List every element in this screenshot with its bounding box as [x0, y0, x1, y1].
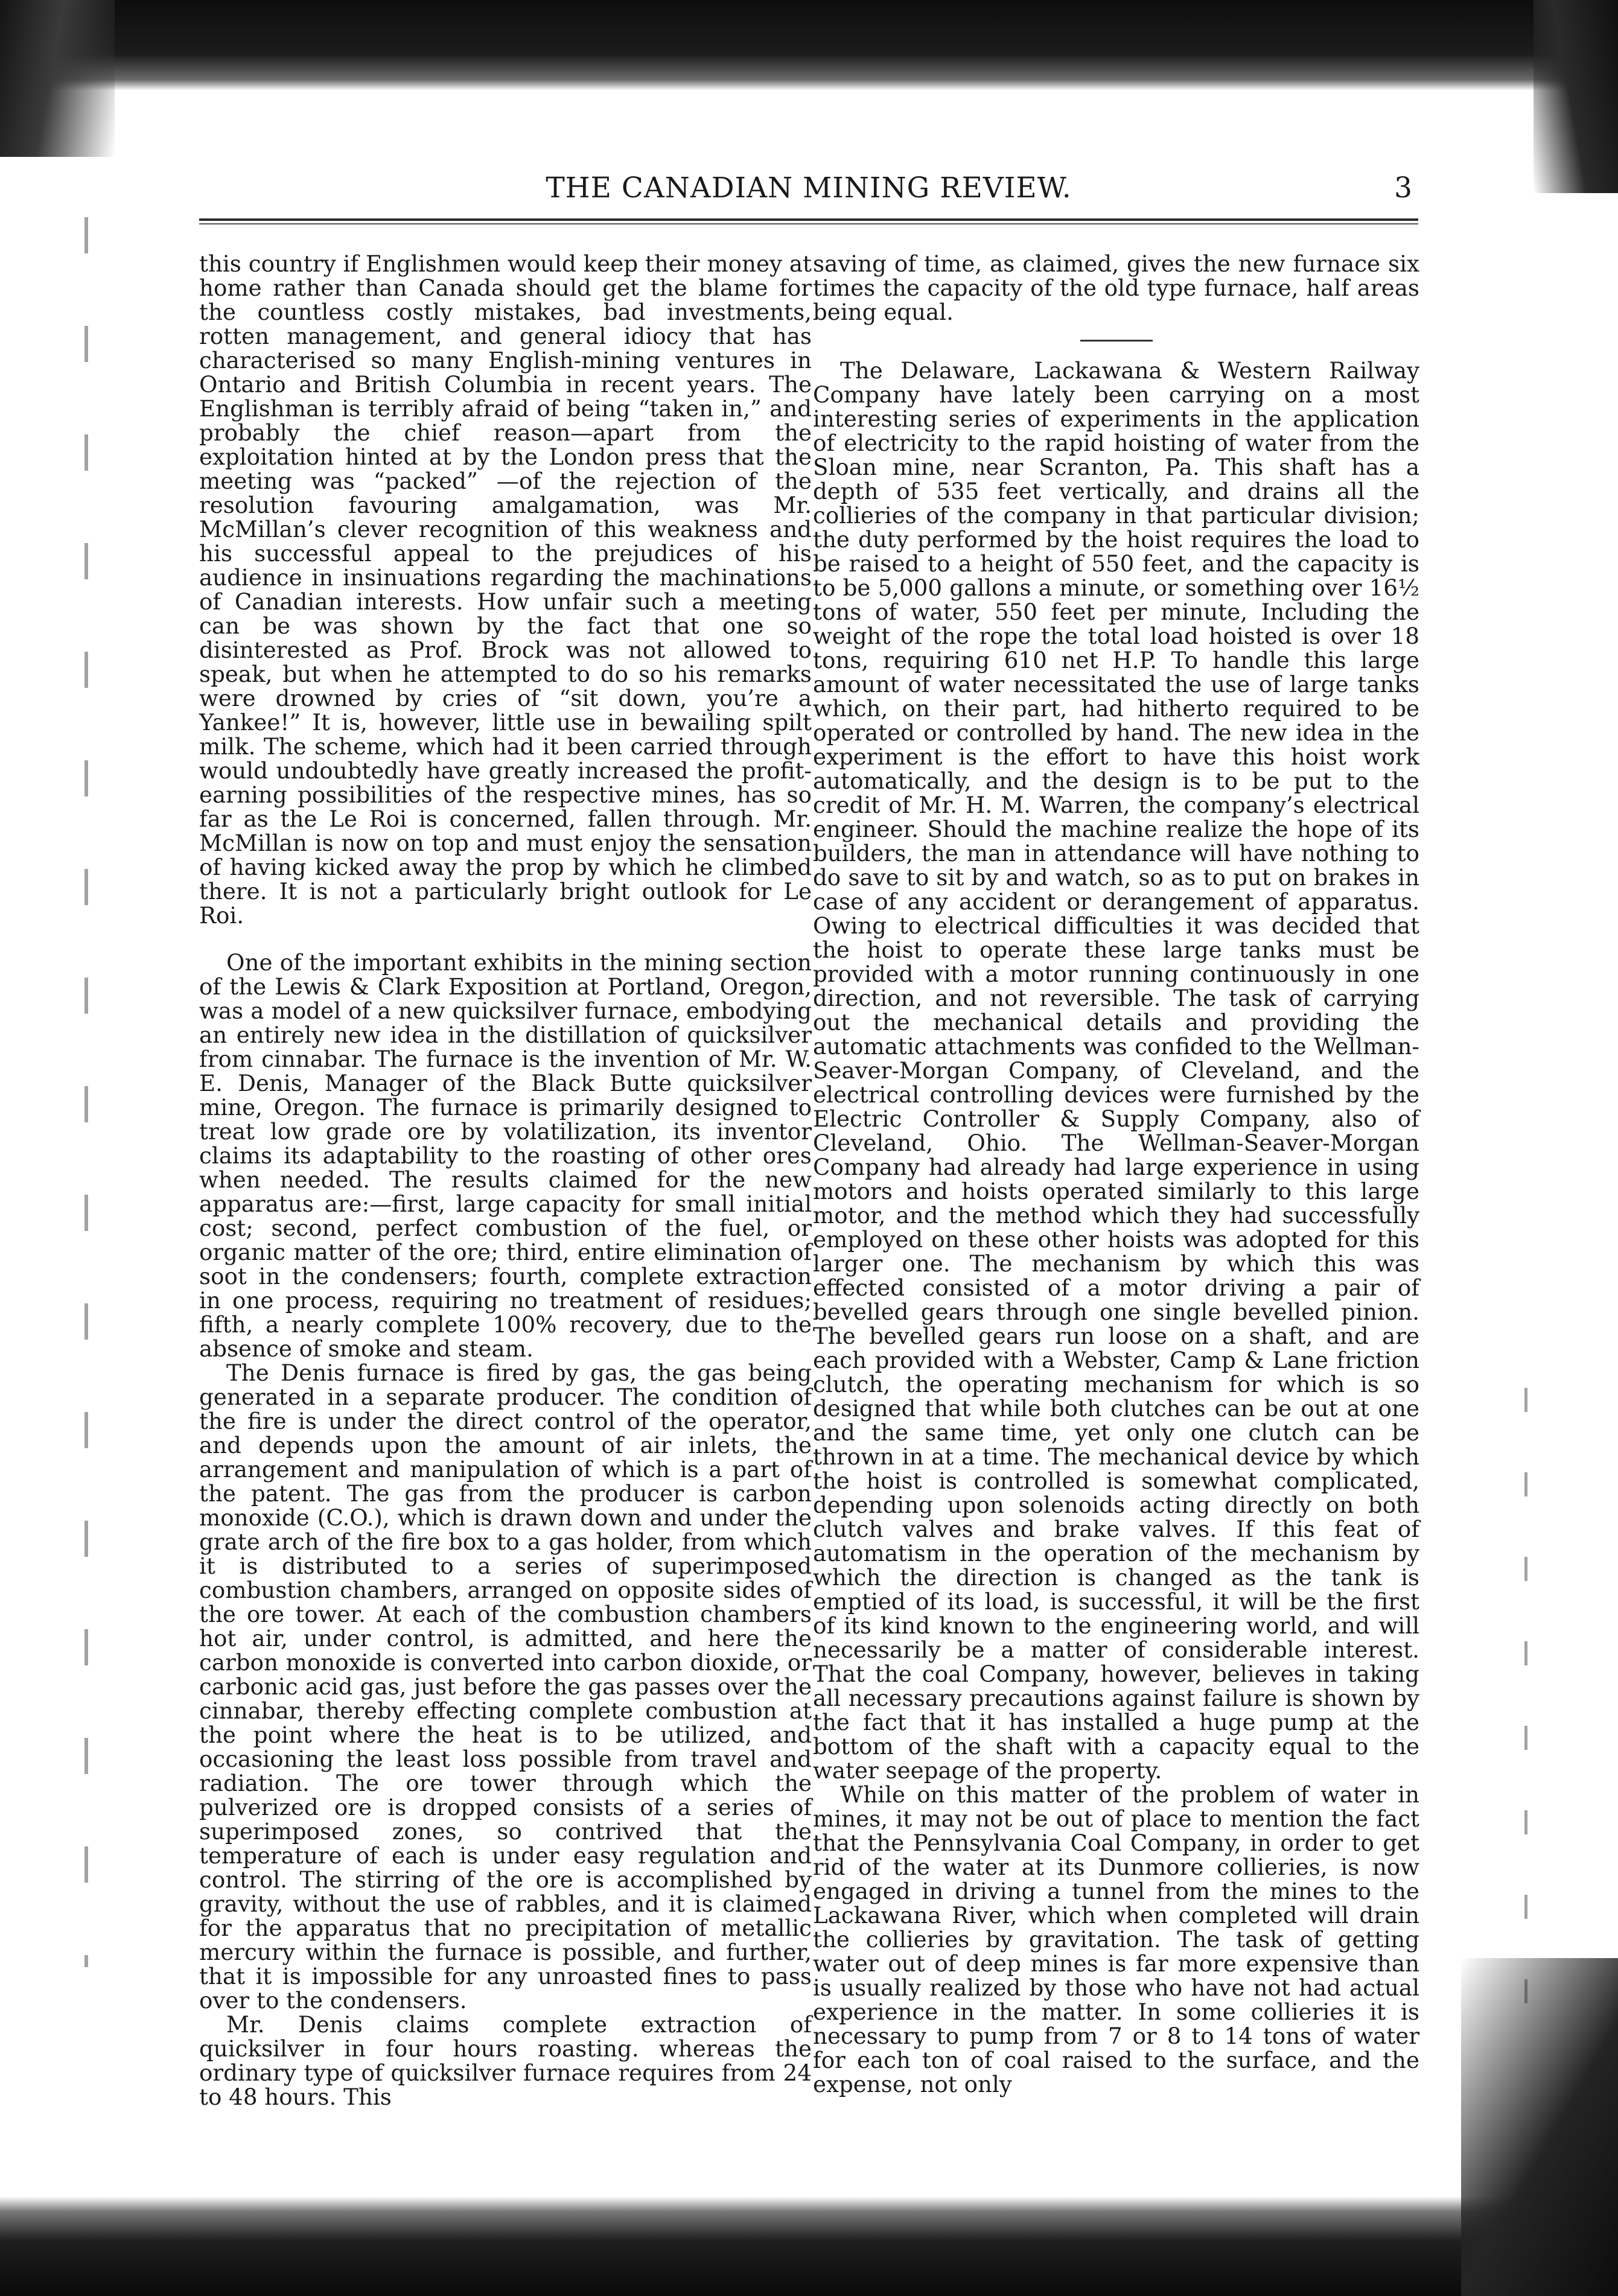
paragraph-water-in-mines: While on this matter of the problem of water in mines, it may not be out of place to mention the fact that the Pennsylvania Coal Company, in order to get rid of the water at its Dunmore collieries, is now engaged in driving a tunnel from the mines to the Lackawana River, which when completed will drain the collieries by gravitation. The task of getting water out of deep mines is far more expensive than is usually realized by those who have not had actual experience in the matter. In some collieries it is necessary to pump from 7 or 8 to 14 tons of water for each ton of coal raised to the surface, and the expense, not only [813, 1781, 1419, 2097]
scan-shadow-bottom-right [1461, 1958, 1618, 2296]
page-number: 3 [1394, 171, 1412, 205]
paragraph-englishmen-le-roi: this country if Englishmen would keep their money at home rather than Canada should get the blame for the countless costly mistakes, bad investments, rotten management, and general idiocy that has characterised so many English-mining ventures in Ontario and British Columbia in recent years. The Englishman is terribly afraid of being “taken in,” and probably the chief reason—apart from the exploitation hinted at by the London press that the meeting was “packed” —of the rejection of the resolution favouring amalgamation, was Mr. McMillan’s clever recognition of this weakness and his successful appeal to the prejudices of his audience in insinuations regarding the machinations of Canadian interests. How unfair such a meeting can be was shown by the fact that one so disinterested as Prof. Brock was not allowed to speak, but when he attempted to do so his remarks were drowned by cries of “sit down, you’re a Yankee!” It is, however, little use in bewailing spilt milk. The scheme, which had it been carried through would undoubtedly have greatly increased the profit-earning possibilities of the respective mines, has so far as the Le Roi is concerned, fallen through. Mr. McMillan is now on top and must enjoy the sensation of having kicked away the prop by which he climbed there. It is not a particularly bright outlook for Le Roi. [199, 250, 812, 929]
scan-shadow-top-left [0, 0, 115, 157]
paragraph-denis-extraction: Mr. Denis claims complete extraction of quicksilver in four hours roasting. whereas the ordinary type of quicksilver furnace requires from 24 to 48 hours. This [199, 2011, 812, 2110]
left-column [199, 252, 812, 2109]
scan-border-top [0, 0, 1618, 91]
header-rule [199, 218, 1418, 224]
right-column [813, 252, 1419, 2096]
page-title: THE CANADIAN MINING REVIEW. [546, 171, 1072, 205]
paragraph-furnace-capacity: saving of time, as claimed, gives the new furnace six times the capacity of the old type furnace, half areas being equal. [813, 250, 1419, 325]
paragraph-denis-furnace-gas: The Denis furnace is fired by gas, the gas being generated in a separate producer. The condition of the fire is under the direct control of the operator, and depends upon the amount of air inlets, the arrangement and manipulation of which is a part of the patent. The gas from the producer is carbon monoxide (C.O.), which is drawn down and under the grate arch of the fire box to a gas holder, from which it is distributed to a series of superimposed combustion chambers, arranged on opposite sides of the ore tower. At each of the combustion chambers hot air, under control, is admitted, and here the carbon monoxide is converted into carbon dioxide, or carbonic acid gas, just before the gas passes over the cinnabar, thereby effecting complete combustion at the point where the heat is to be utilized, and occasioning the least loss possible from travel and radiation. The ore tower through which the pulverized ore is dropped consists of a series of superimposed zones, so contrived that the temperature of each is under easy regulation and control. The stirring of the ore is accomplished by gravity, without the use of rabbles, and it is claimed for the apparatus that no precipitation of metallic mercury within the furnace is possible, and further, that it is impossible for any unroasted fines to pass over to the condensers. [199, 1359, 812, 2014]
paragraph-lackawana-hoist: The Delaware, Lackawana & Western Railway Company have lately been carrying on a most interesting series of experiments in the application of electricity to the rapid hoisting of water from the Sloan mine, near Scranton, Pa. This shaft has a depth of 535 feet vertically, and drains all the collieries of the company in that particular division; the duty performed by the hoist requires the load to be raised to a height of 550 feet, and the capacity is to be 5,000 gallons a minute, or something over 16½ tons of water, 550 feet per minute, Including the weight of the rope the total load hoisted is over 18 tons, requiring 610 net H.P. To handle this large amount of water necessitated the use of large tanks which, on their part, had hitherto required to be operated or controlled by hand. The new idea in the experiment is the effort to have this hoist work automatically, and the design is to be put to the credit of Mr. H. M. Warren, the company’s electrical engineer. Should the machine realize the hope of its builders, the man in attendance will have nothing to do save to sit by and watch, so as to put on brakes in case of any accident or derangement of apparatus. Owing to electrical difficulties it was decided that the hoist to operate these large tanks must be provided with a motor running continuously in one direction, and not reversible. The task of carrying out the mechanical details and providing the automatic attachments was confided to the Wellman-Seaver-Morgan Company, of Cleveland, and the electrical controlling devices were furnished by the Electric Controller & Supply Company, also of Cleveland, Ohio. The Wellman-Seaver-Morgan Company had already had large experience in using motors and hoists operated similarly to this large motor, and the method which they had successfully employed on these other hoists was adopted for this larger one. The mechanism by which this was effected consisted of a motor driving a pair of bevelled gears through one single bevelled pinion. The bevelled gears run loose on a shaft, and are each provided with a Webster, Camp & Lane friction clutch, the operating mechanism for which is so designed that while both clutches can be out at one and the same time, yet only one clutch can be thrown in at a time. The mechanical device by which the hoist is controlled is somewhat complicated, depending upon solenoids acting directly on both clutch valves and brake valves. If this feat of automatism in the operation of the mechanism by which the direction is changed as the tank is emptied of its load, is successful, it will be the first of its kind known to the engineering world, and will necessarily be a matter of considerable interest. That the coal Company, however, believes in taking all necessary precautions against failure is shown by the fact that it has installed a huge pump at the bottom of the shaft with a capacity equal to the water seepage of the property. [813, 357, 1419, 1784]
section-divider [1080, 340, 1153, 342]
scan-border-bottom [0, 2196, 1618, 2296]
scan-streak-right [1524, 1388, 1527, 2052]
paragraph-quicksilver-furnace: One of the important exhibits in the mining section of the Lewis & Clark Exposition at Portland, Oregon, was a model of a new quicksilver furnace, embodying an entirely new idea in the distillation of quicksilver from cinnabar. The furnace is the invention of Mr. W. E. Denis, Manager of the Black Butte quicksilver mine, Oregon. The furnace is primarily designed to treat low grade ore by volatilization, its inventor claims its adaptability to the roasting of other ores when needed. The results claimed for the new apparatus are:—first, large capacity for small initial cost; second, perfect combustion of the fuel, or organic matter of the ore; third, entire elimination of soot in the condensers; fourth, complete extraction in one process, requiring no treatment of residues; fifth, a nearly complete 100% recovery, due to the absence of smoke and steam. [199, 949, 812, 1362]
scan-streak-left [84, 217, 88, 1967]
scan-shadow-top-right [1534, 0, 1618, 193]
page-header [199, 171, 1418, 208]
